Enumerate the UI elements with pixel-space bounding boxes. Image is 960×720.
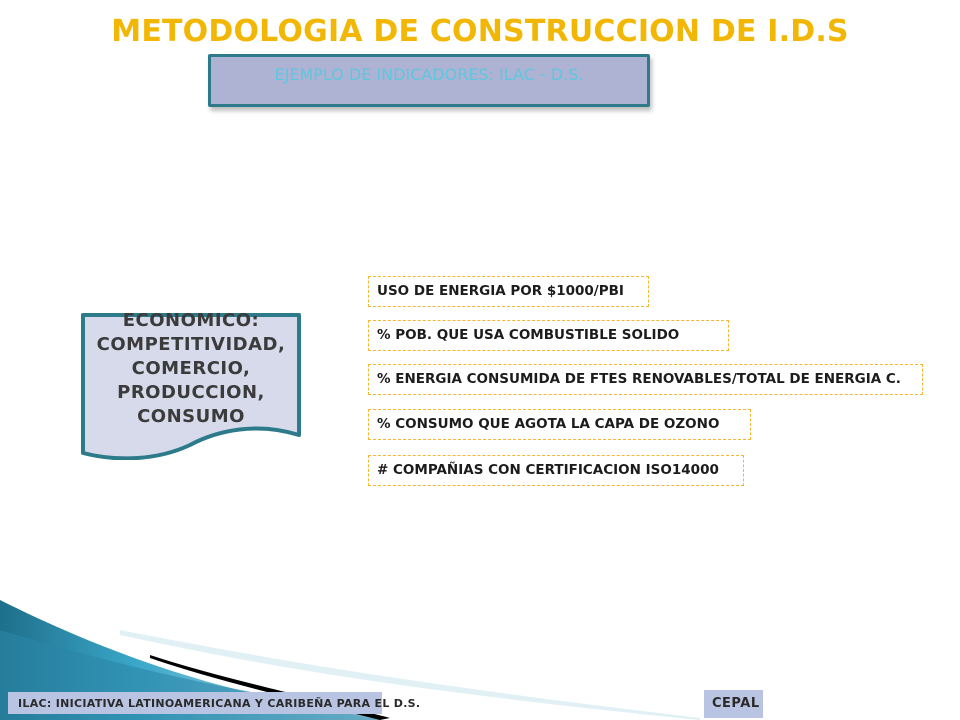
category-line: ECONOMICO: [122,310,260,331]
category-label [84,309,298,429]
indicator-item: # COMPAÑIAS CON CERTIFICACION ISO14000 [368,455,744,486]
slide-title: METODOLOGIA DE CONSTRUCCION DE I.D.S [111,14,849,49]
category-line: COMERCIO, [131,358,251,379]
indicator-item: USO DE ENERGIA POR $1000/PBI [368,276,649,307]
indicator-item: % POB. QUE USA COMBUSTIBLE SOLIDO [368,320,729,351]
cepal-label: CEPAL [712,696,760,711]
footer-text: ILAC: INICIATIVA LATINOAMERICANA Y CARIBEÑA PARA EL D.S. [18,697,421,710]
category-line: CONSUMO [137,406,245,427]
indicator-item: % ENERGIA CONSUMIDA DE FTES RENOVABLES/TOTAL DE ENERGIA C. [368,364,923,395]
category-line: COMPETITIVIDAD, [96,334,286,355]
category-line: PRODUCCION, [117,382,265,403]
indicator-item: % CONSUMO QUE AGOTA LA CAPA DE OZONO [368,409,751,440]
subtitle-box [208,54,650,107]
subtitle-text: EJEMPLO DE INDICADORES: ILAC - D.S. [274,65,584,84]
